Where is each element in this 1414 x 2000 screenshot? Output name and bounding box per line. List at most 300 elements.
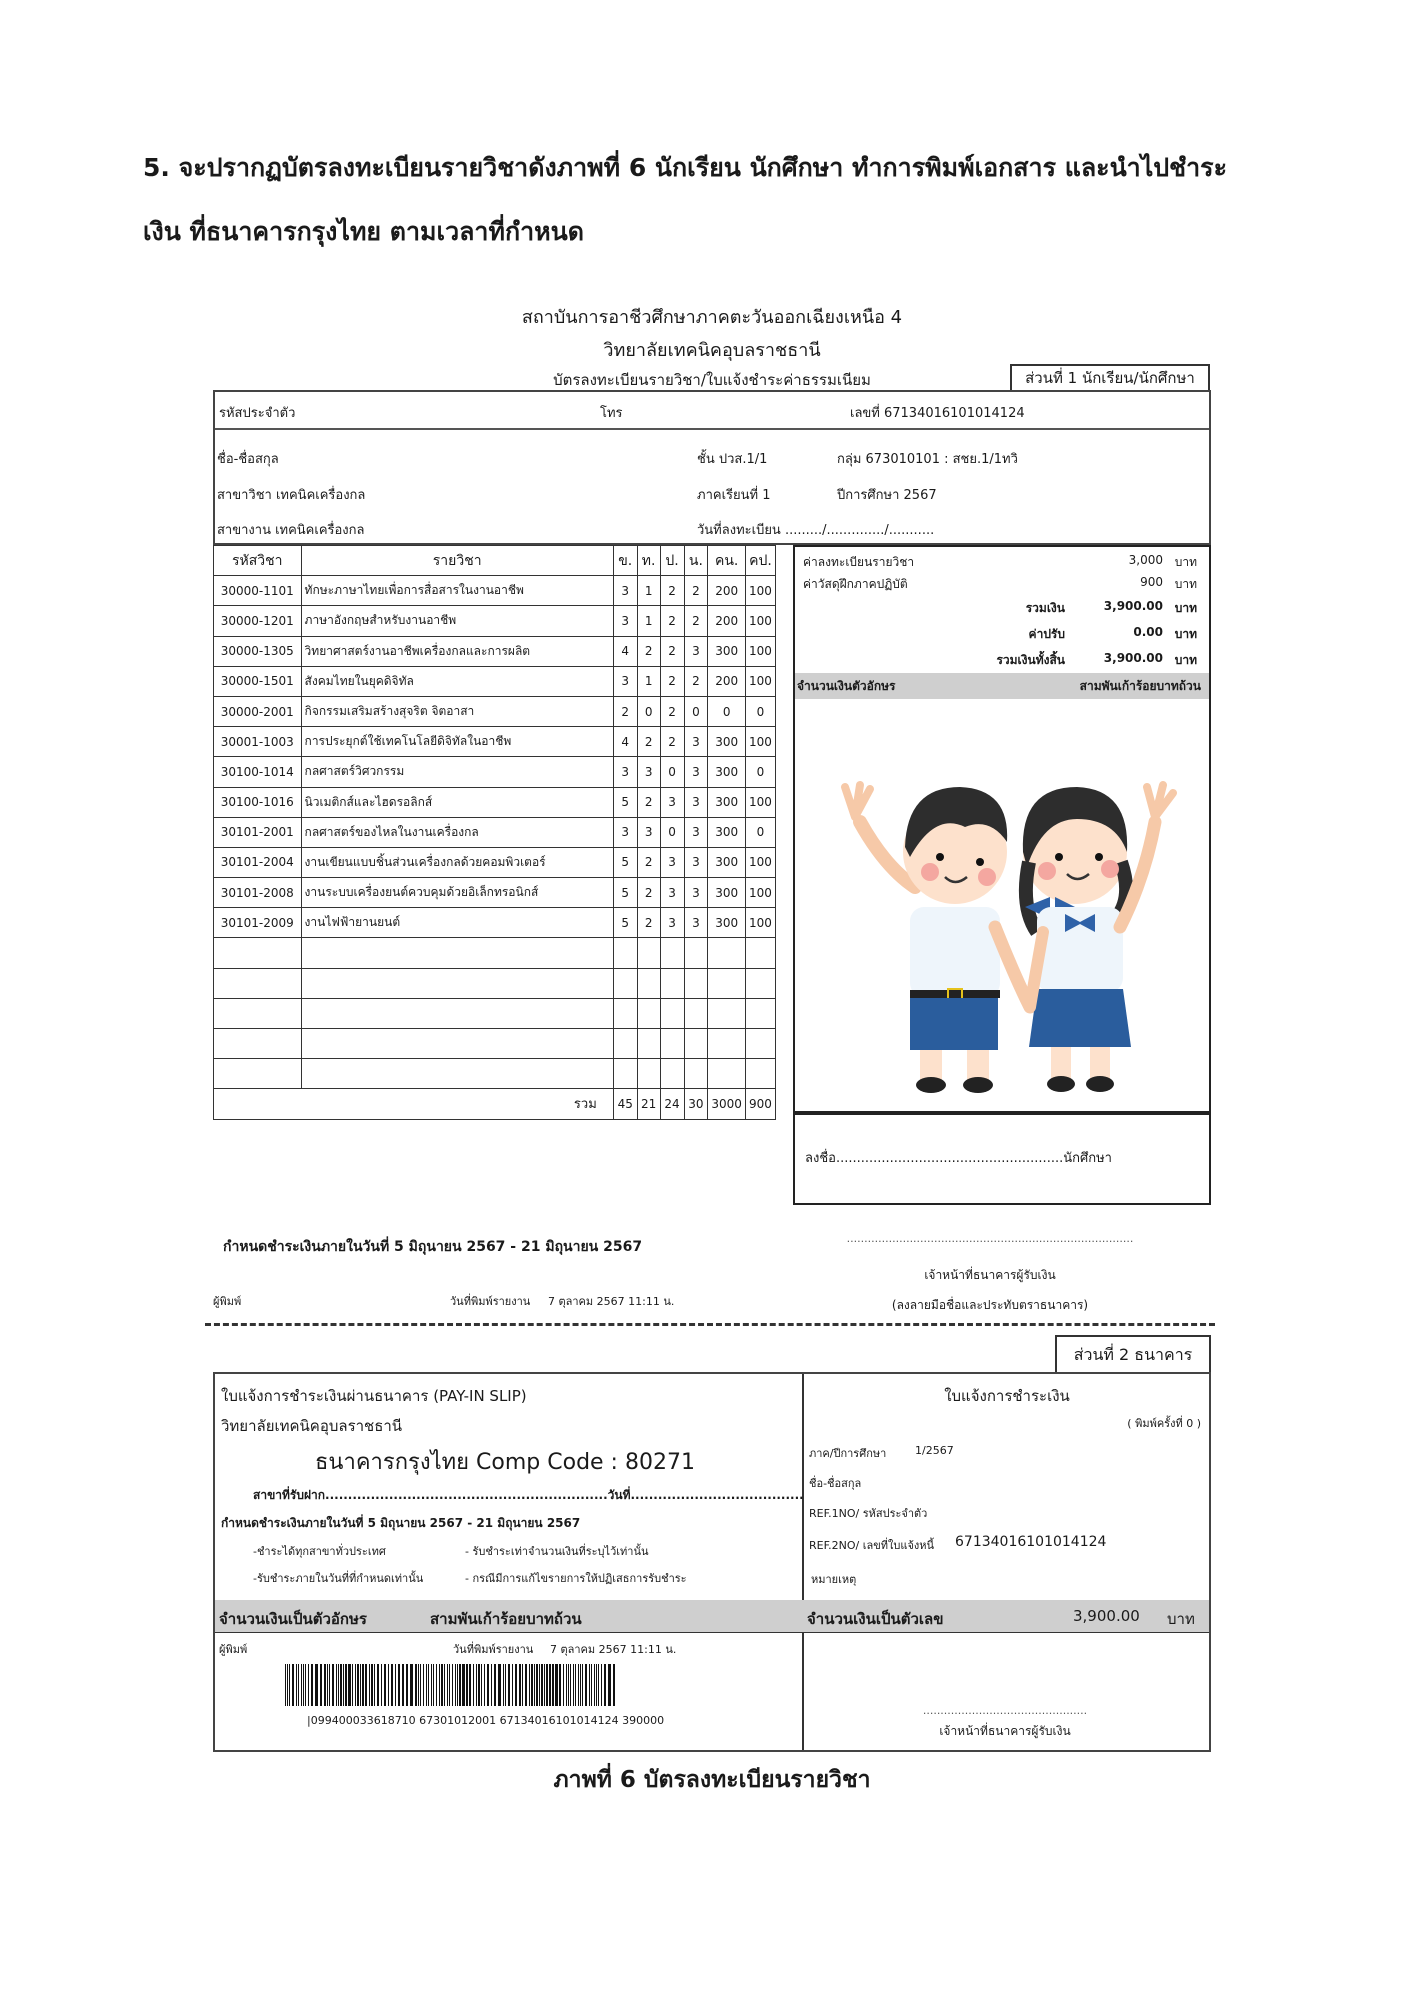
barcode-bar — [406, 1664, 408, 1706]
barcode-bar — [418, 1664, 419, 1706]
cell-fee: 200 — [708, 606, 746, 636]
class-group: กลุ่ม 673010101 : สชย.1/1ทวิ — [837, 452, 1018, 467]
form-title: บัตรลงทะเบียนรายวิชา/ใบแจ้งชำระค่าธรรมเนียม — [553, 371, 871, 389]
barcode-bar — [478, 1664, 480, 1706]
col-header-units: น. — [684, 546, 708, 576]
barcode-bar — [589, 1664, 590, 1706]
fee-summary-panel — [793, 545, 1211, 1113]
amount-unit: บาท — [1167, 1610, 1195, 1628]
registration-date: วันที่ลงทะเบียน ........./............../........... — [697, 523, 935, 538]
total-material: 900 — [745, 1089, 775, 1119]
cell-name: กลศาสตร์ของไหลในงานเครื่องกล — [301, 817, 613, 847]
cell-practice — [660, 1059, 684, 1089]
slip-officer-label: เจ้าหน้าที่ธนาคารผู้รับเงิน — [939, 1724, 1071, 1738]
cell-code: 30101-2009 — [214, 908, 302, 938]
cell-credits — [613, 998, 637, 1028]
table-row — [214, 878, 776, 908]
cell-fee: 300 — [708, 878, 746, 908]
barcode-bar — [481, 1664, 482, 1706]
cell-credits: 3 — [613, 817, 637, 847]
cell-name: สังคมไทยในยุคดิจิทัล — [301, 666, 613, 696]
barcode-bar — [296, 1664, 297, 1706]
cell-name: งานเขียนแบบชิ้นส่วนเครื่องกลด้วยคอมพิวเตอร์ — [301, 847, 613, 877]
barcode-bar — [575, 1664, 576, 1706]
barcode-bar — [568, 1664, 569, 1706]
cell-theory: 2 — [637, 908, 660, 938]
cell-credits: 3 — [613, 606, 637, 636]
table-row-empty — [214, 998, 776, 1028]
cut-line — [205, 1323, 1215, 1326]
barcode-bar — [352, 1664, 353, 1706]
barcode-bar — [428, 1664, 429, 1706]
amount-words-value: สามพันเก้าร้อยบาทถ้วน — [1079, 679, 1201, 693]
table-row-empty — [214, 1059, 776, 1089]
barcode-bar — [439, 1664, 440, 1706]
cell-practice: 2 — [660, 666, 684, 696]
cell-code: 30000-1201 — [214, 606, 302, 636]
cell-units: 0 — [684, 696, 708, 726]
cell-name: ทักษะภาษาไทยเพื่อการสื่อสารในงานอาชีพ — [301, 576, 613, 606]
barcode-bar — [582, 1664, 583, 1706]
cell-code — [214, 938, 302, 968]
barcode-bar — [402, 1664, 404, 1706]
cell-units: 3 — [684, 878, 708, 908]
barcode-bar — [529, 1664, 530, 1706]
barcode-bar — [345, 1664, 347, 1706]
cell-code: 30000-1101 — [214, 576, 302, 606]
cell-practice: 0 — [660, 757, 684, 787]
cell-credits: 5 — [613, 878, 637, 908]
cell-theory: 2 — [637, 727, 660, 757]
barcode-bar — [423, 1664, 424, 1706]
cell-code: 30101-2008 — [214, 878, 302, 908]
table-row — [214, 696, 776, 726]
officer-signature-dots: .................................................................................. — [846, 1232, 1134, 1245]
barcode-bar — [431, 1664, 432, 1706]
barcode-bar — [555, 1664, 558, 1706]
barcode-bar — [508, 1664, 510, 1706]
cell-theory: 1 — [637, 666, 660, 696]
cell-material — [745, 1059, 775, 1089]
student-info-section — [213, 390, 1211, 545]
cell-material — [745, 968, 775, 998]
cell-material: 0 — [745, 817, 775, 847]
col-header-code: รหัสวิชา — [214, 546, 302, 576]
cell-name — [301, 1059, 613, 1089]
print-date-label: วันที่พิมพ์รายงาน — [450, 1295, 531, 1308]
academic-year: ปีการศึกษา 2567 — [837, 488, 937, 503]
slip-note-2: - รับชำระเท่าจำนวนเงินที่ระบุไว้เท่านั้น — [465, 1545, 649, 1558]
barcode-bar — [292, 1664, 294, 1706]
cell-name: งานไฟฟ้ายานยนต์ — [301, 908, 613, 938]
cell-material: 100 — [745, 908, 775, 938]
barcode-bar — [391, 1664, 393, 1706]
cell-fee: 0 — [708, 696, 746, 726]
table-row — [214, 817, 776, 847]
slip-words-value: สามพันเก้าร้อยบาทถ้วน — [430, 1610, 582, 1628]
barcode-bar — [369, 1664, 370, 1706]
cell-fee: 200 — [708, 576, 746, 606]
cell-practice: 3 — [660, 908, 684, 938]
barcode-bar — [441, 1664, 443, 1706]
barcode-bar — [536, 1664, 538, 1706]
cell-units: 3 — [684, 787, 708, 817]
cell-fee — [708, 968, 746, 998]
barcode-bar — [466, 1664, 468, 1706]
table-row — [214, 908, 776, 938]
barcode-bar — [374, 1664, 375, 1706]
pay-in-slip — [213, 1372, 1211, 1752]
barcode-bar — [305, 1664, 306, 1706]
cell-units — [684, 968, 708, 998]
cell-units: 3 — [684, 727, 708, 757]
print-date: 7 ตุลาคม 2567 11:11 น. — [548, 1295, 675, 1308]
barcode-bar — [287, 1664, 288, 1706]
cell-material: 100 — [745, 636, 775, 666]
part2-label: ส่วนที่ 2 ธนาคาร — [1055, 1335, 1211, 1372]
cell-code: 30101-2001 — [214, 817, 302, 847]
total-credits: 45 — [613, 1089, 637, 1119]
table-row — [214, 636, 776, 666]
cell-units: 3 — [684, 908, 708, 938]
barcode-bar — [604, 1664, 606, 1706]
institute-name: สถาบันการอาชีวศึกษาภาคตะวันออกเฉียงเหนือ 4 — [521, 307, 903, 328]
barcode-text: |099400033618710 67301012001 67134016101014124 390000 — [307, 1714, 665, 1727]
cell-units: 2 — [684, 606, 708, 636]
student-signature-line: ลงชื่อ.......................................................นักศึกษา — [805, 1151, 1112, 1166]
cell-theory: 2 — [637, 878, 660, 908]
barcode-bar — [491, 1664, 492, 1706]
intro-line-1: 5. จะปรากฏบัตรลงทะเบียนรายวิชาดังภาพที่ 6 นักเรียน นักศึกษา ทำการพิมพ์เอกสาร และนำไปชำระ — [143, 153, 1227, 182]
table-row — [214, 847, 776, 877]
part1-label: ส่วนที่ 1 นักเรียน/นักศึกษา — [1010, 364, 1210, 392]
barcode-bar — [613, 1664, 615, 1706]
barcode-bar — [585, 1664, 587, 1706]
cell-units: 2 — [684, 666, 708, 696]
slip-college: วิทยาลัยเทคนิคอุบลราชธานี — [221, 1417, 403, 1435]
intro-paragraph — [143, 136, 1283, 264]
cell-fee — [708, 938, 746, 968]
barcode-bar — [365, 1664, 367, 1706]
cell-name: กลศาสตร์วิศวกรรม — [301, 757, 613, 787]
cell-credits: 5 — [613, 847, 637, 877]
barcode-bar — [512, 1664, 513, 1706]
term-label: ภาค/ปีการศึกษา — [809, 1447, 887, 1460]
cell-name: นิวเมติกส์และไฮดรอลิกส์ — [301, 787, 613, 817]
barcode-bar — [449, 1664, 450, 1706]
cell-name: วิทยาศาสตร์งานอาชีพเครื่องกลและการผลิต — [301, 636, 613, 666]
students-illustration — [815, 757, 1195, 1097]
barcode-bar — [539, 1664, 540, 1706]
barcode-bar — [552, 1664, 554, 1706]
barcode-bar — [289, 1664, 290, 1706]
barcode-bar — [503, 1664, 504, 1706]
barcode-bar — [469, 1664, 471, 1706]
table-row — [214, 666, 776, 696]
barcode-bar — [559, 1664, 561, 1706]
barcode-bar — [381, 1664, 382, 1706]
tel-label: โทร — [600, 406, 623, 421]
cell-name: ภาษาอังกฤษสำหรับงานอาชีพ — [301, 606, 613, 636]
col-header-material: คป. — [745, 546, 775, 576]
cell-material: 0 — [745, 757, 775, 787]
ref2-label: REF.2NO/ เลขที่ใบแจ้งหนี้ — [809, 1539, 935, 1552]
cell-credits: 3 — [613, 757, 637, 787]
cell-practice — [660, 1029, 684, 1059]
barcode-bar — [444, 1664, 445, 1706]
slip-words-label: จำนวนเงินเป็นตัวอักษร — [219, 1610, 367, 1628]
cell-theory: 3 — [637, 817, 660, 847]
barcode-bar — [298, 1664, 299, 1706]
barcode-bar — [598, 1664, 599, 1706]
barcode-bar — [332, 1664, 334, 1706]
barcode-bar — [546, 1664, 548, 1706]
barcode-bar — [476, 1664, 477, 1706]
barcode-bar — [303, 1664, 304, 1706]
barcode-bar — [301, 1664, 302, 1706]
grand-total-label: รวมเงินทั้งสิ้น — [996, 653, 1065, 667]
cell-theory: 3 — [637, 757, 660, 787]
barcode-bar — [531, 1664, 533, 1706]
barcode-bar — [594, 1664, 595, 1706]
amount-number-label: จำนวนเงินเป็นตัวเลข — [807, 1610, 944, 1628]
barcode-bar — [415, 1664, 417, 1706]
registration-fee-label: ค่าลงทะเบียนรายวิชา — [803, 555, 915, 569]
cell-units — [684, 1059, 708, 1089]
barcode-bar — [505, 1664, 506, 1706]
cell-material: 100 — [745, 606, 775, 636]
cell-code: 30100-1016 — [214, 787, 302, 817]
table-row-empty — [214, 938, 776, 968]
table-row — [214, 787, 776, 817]
major-name: สาขางาน เทคนิคเครื่องกล — [217, 523, 365, 538]
cell-theory — [637, 998, 660, 1028]
slip-title: ใบแจ้งการชำระเงินผ่านธนาคาร (PAY-IN SLIP) — [221, 1387, 527, 1405]
figure-caption: ภาพที่ 6 บัตรลงทะเบียนรายวิชา — [553, 1767, 871, 1793]
barcode-bar — [327, 1664, 328, 1706]
total-label: รวม — [214, 1089, 614, 1119]
total-units: 30 — [684, 1089, 708, 1119]
cell-name — [301, 1029, 613, 1059]
cell-theory — [637, 968, 660, 998]
ref1-label: REF.1NO/ รหัสประจำตัว — [809, 1507, 928, 1520]
student-id-label: รหัสประจำตัว — [219, 406, 296, 421]
cell-units: 2 — [684, 576, 708, 606]
cell-code — [214, 998, 302, 1028]
cell-code: 30100-1014 — [214, 757, 302, 787]
barcode-bar — [340, 1664, 342, 1706]
barcode-bar — [462, 1664, 465, 1706]
col-header-fee: คน. — [708, 546, 746, 576]
cell-material: 100 — [745, 847, 775, 877]
barcode-bar — [522, 1664, 523, 1706]
cell-name — [301, 998, 613, 1028]
cell-practice — [660, 998, 684, 1028]
table-header-row — [214, 546, 776, 576]
barcode-bar — [357, 1664, 359, 1706]
student-signature-box — [793, 1113, 1211, 1205]
barcode-bar — [410, 1664, 413, 1706]
payment-barcode — [285, 1664, 621, 1706]
intro-line-2: เงิน ที่ธนาคารกรุงไทย ตามเวลาที่กำหนด — [143, 217, 584, 246]
barcode-bar — [320, 1664, 322, 1706]
slip-note-3: -รับชำระภายในวันที่ที่กำหนดเท่านั้น — [253, 1572, 424, 1585]
cell-code: 30101-2004 — [214, 847, 302, 877]
cell-practice: 2 — [660, 696, 684, 726]
barcode-bar — [459, 1664, 461, 1706]
barcode-bar — [570, 1664, 571, 1706]
cell-credits: 5 — [613, 787, 637, 817]
cell-fee — [708, 998, 746, 1028]
barcode-bar — [455, 1664, 456, 1706]
cell-units — [684, 1029, 708, 1059]
cell-material — [745, 998, 775, 1028]
cell-credits: 4 — [613, 727, 637, 757]
bank-comp-code: ธนาคารกรุงไทย Comp Code : 80271 — [315, 1450, 695, 1475]
cell-theory: 2 — [637, 787, 660, 817]
cell-material: 100 — [745, 878, 775, 908]
cell-code — [214, 1059, 302, 1089]
cell-credits: 2 — [613, 696, 637, 726]
registration-fee-value: 3,000 — [1128, 553, 1163, 567]
cell-code: 30001-1003 — [214, 727, 302, 757]
cell-practice: 3 — [660, 878, 684, 908]
cell-practice: 2 — [660, 727, 684, 757]
cell-name — [301, 938, 613, 968]
slip-note-4: - กรณีมีการแก้ไขรายการให้ปฏิเสธการรับชำระ — [465, 1572, 687, 1585]
sum-label: รวมเงิน — [1025, 601, 1065, 615]
barcode-bar — [573, 1664, 574, 1706]
barcode-bar — [494, 1664, 496, 1706]
col-header-name: รายวิชา — [301, 546, 613, 576]
fine-value: 0.00 — [1133, 625, 1163, 639]
slip-right-title: ใบแจ้งการชำระเงิน — [944, 1387, 1070, 1405]
barcode-bar — [362, 1664, 364, 1706]
col-header-practice: ป. — [660, 546, 684, 576]
fine-label: ค่าปรับ — [1028, 627, 1065, 641]
barcode-bar — [566, 1664, 567, 1706]
barcode-bar — [336, 1664, 337, 1706]
cell-credits — [613, 968, 637, 998]
barcode-bar — [601, 1664, 602, 1706]
barcode-bar — [355, 1664, 356, 1706]
amount-number-value: 3,900.00 — [1073, 1607, 1140, 1625]
payment-due-notice: กำหนดชำระเงินภายในวันที่ 5 มิถุนายน 2567 - 21 มิถุนายน 2567 — [223, 1239, 643, 1255]
barcode-bar — [343, 1664, 344, 1706]
cell-material: 0 — [745, 696, 775, 726]
material-fee-label: ค่าวัสดุฝึกภาคปฏิบัติ — [803, 577, 908, 591]
print-count: ( พิมพ์ครั้งที่ 0 ) — [1127, 1417, 1201, 1430]
cell-code: 30000-1305 — [214, 636, 302, 666]
cell-practice — [660, 938, 684, 968]
barcode-bar — [498, 1664, 501, 1706]
barcode-bar — [371, 1664, 373, 1706]
cell-credits — [613, 938, 637, 968]
cell-practice: 2 — [660, 576, 684, 606]
barcode-bar — [563, 1664, 564, 1706]
cell-code — [214, 1029, 302, 1059]
cell-material — [745, 938, 775, 968]
barcode-bar — [338, 1664, 339, 1706]
barcode-bar — [534, 1664, 535, 1706]
college-name: วิทยาลัยเทคนิคอุบลราชธานี — [603, 340, 821, 361]
grand-total-unit: บาท — [1174, 653, 1197, 667]
cell-theory: 1 — [637, 606, 660, 636]
barcode-bar — [315, 1664, 318, 1706]
barcode-bar — [398, 1664, 400, 1706]
cell-theory — [637, 1059, 660, 1089]
cell-practice: 2 — [660, 606, 684, 636]
cell-credits — [613, 1059, 637, 1089]
cell-fee: 200 — [708, 666, 746, 696]
table-total-row — [214, 1089, 776, 1119]
barcode-bar — [519, 1664, 521, 1706]
cell-fee: 300 — [708, 847, 746, 877]
table-row — [214, 606, 776, 636]
cell-credits: 5 — [613, 908, 637, 938]
term-value: 1/2567 — [915, 1444, 954, 1457]
cell-units: 3 — [684, 757, 708, 787]
col-header-theory: ท. — [637, 546, 660, 576]
cell-theory: 2 — [637, 636, 660, 666]
barcode-bar — [308, 1664, 309, 1706]
cell-theory: 2 — [637, 847, 660, 877]
barcode-bar — [433, 1664, 434, 1706]
sum-value: 3,900.00 — [1103, 599, 1163, 613]
sum-unit: บาท — [1174, 601, 1197, 615]
cell-theory: 1 — [637, 576, 660, 606]
barcode-bar — [420, 1664, 421, 1706]
barcode-bar — [329, 1664, 330, 1706]
total-theory: 21 — [637, 1089, 660, 1119]
cell-fee: 300 — [708, 757, 746, 787]
total-practice: 24 — [660, 1089, 684, 1119]
barcode-bar — [384, 1664, 386, 1706]
semester: ภาคเรียนที่ 1 — [697, 488, 771, 503]
barcode-bar — [487, 1664, 489, 1706]
cell-material: 100 — [745, 727, 775, 757]
amount-words-label: จำนวนเงินตัวอักษร — [797, 679, 896, 693]
cell-material — [745, 1029, 775, 1059]
barcode-bar — [388, 1664, 389, 1706]
cell-material: 100 — [745, 666, 775, 696]
cell-fee: 300 — [708, 787, 746, 817]
cell-code: 30000-1501 — [214, 666, 302, 696]
slip-name-label: ชื่อ-ชื่อสกุล — [809, 1477, 862, 1490]
barcode-bar — [436, 1664, 437, 1706]
cell-fee — [708, 1029, 746, 1059]
total-fee: 3000 — [708, 1089, 746, 1119]
cell-material: 100 — [745, 576, 775, 606]
grand-total-value: 3,900.00 — [1103, 651, 1163, 665]
cell-units: 3 — [684, 847, 708, 877]
barcode-bar — [578, 1664, 579, 1706]
col-header-credits: ข. — [613, 546, 637, 576]
barcode-bar — [360, 1664, 361, 1706]
amount-words-bar — [795, 673, 1209, 699]
name-label: ชื่อ-ชื่อสกุล — [217, 452, 279, 467]
ref2-value: 67134016101014124 — [955, 1534, 1107, 1550]
bank-officer-label: เจ้าหน้าที่ธนาคารผู้รับเงิน — [924, 1268, 1056, 1282]
cell-name — [301, 968, 613, 998]
slip-officer-dots: ............................................... — [922, 1704, 1088, 1717]
barcode-bar — [608, 1664, 611, 1706]
cell-fee — [708, 1059, 746, 1089]
cell-practice: 3 — [660, 847, 684, 877]
cell-practice: 0 — [660, 817, 684, 847]
cell-code — [214, 968, 302, 998]
cell-code: 30000-2001 — [214, 696, 302, 726]
